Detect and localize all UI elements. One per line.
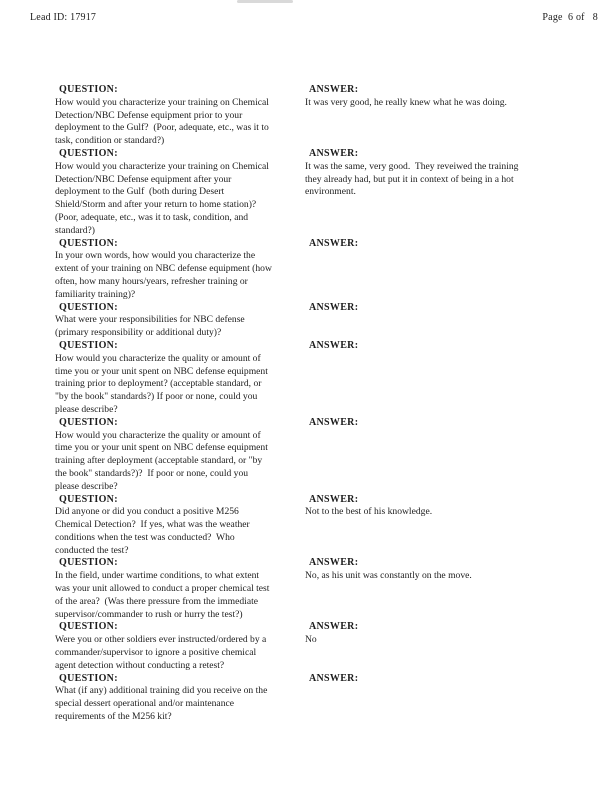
answer-label: ANSWER: [309, 84, 359, 95]
question-line: training prior to deployment? (acceptable standard, or [55, 378, 262, 390]
question-cell [55, 557, 305, 621]
question-cell [55, 148, 305, 238]
question-label: QUESTION: [59, 237, 118, 249]
answer-label: ANSWER: [309, 557, 359, 569]
qa-block [0, 673, 611, 724]
question-label: QUESTION: [59, 493, 118, 505]
question-label: QUESTION: [59, 84, 118, 95]
question-line: Detection/NBC Defense equipment prior to your [55, 109, 243, 121]
question-line: time you or your unit spent on NBC defense equipment [55, 442, 268, 454]
question-cell [55, 238, 305, 302]
qa-block [0, 621, 611, 672]
lead-id: Lead ID: 17917 [30, 12, 97, 23]
answer-cell [305, 340, 600, 353]
question-line: familiarity training)? [55, 288, 136, 300]
question-line: extent of your training on NBC defense equipment (how [55, 263, 272, 275]
question-line: special dessert operational and/or maintenance [55, 698, 235, 710]
question-line: training after deployment (acceptable standard, or "by [55, 455, 263, 467]
question-line: Chemical Detection? If yes, what was the weather [55, 519, 250, 531]
question-line: deployment to the Gulf (both during Desert [55, 186, 225, 198]
question-line: Were you or other soldiers ever instructed/ordered by a [55, 634, 267, 646]
question-cell [55, 417, 305, 494]
question-line: In the field, under wartime conditions, to what extent [55, 570, 260, 582]
question-line: requirements of the M256 kit? [55, 711, 172, 723]
question-line: (primary responsibility or additional duty)? [55, 327, 222, 339]
answer-line: they already had, but put it in context of being in a hot [305, 173, 514, 185]
question-label: QUESTION: [59, 672, 118, 684]
question-label: QUESTION: [59, 557, 118, 569]
answer-line: It was the same, very good. They reveiwed the training [305, 160, 519, 172]
question-line: task, condition or standard?) [55, 135, 165, 147]
answer-label: ANSWER: [309, 493, 359, 505]
question-cell [55, 302, 305, 340]
question-line: standard?) [55, 224, 95, 236]
question-line: How would you characterize your training on Chemical [55, 160, 269, 172]
answer-line: No, as his unit was constantly on the move. [305, 570, 472, 582]
qa-block [0, 84, 611, 148]
answer-label: ANSWER: [309, 147, 359, 159]
question-line: please describe? [55, 403, 118, 415]
question-line: How would you characterize your training on Chemical [55, 96, 269, 108]
question-line: Shield/Storm and after your return to home station)? [55, 199, 257, 211]
page-number: Page 6 of 8 [542, 12, 598, 23]
qa-block [0, 302, 611, 340]
qa-block [0, 148, 611, 238]
answer-label: ANSWER: [309, 301, 359, 313]
question-line: In your own words, how would you characterize the [55, 250, 256, 262]
answer-label: ANSWER: [309, 339, 359, 351]
question-line: deployment to the Gulf? (Poor, adequate, etc., was it to [55, 122, 269, 134]
question-label: QUESTION: [59, 416, 118, 428]
qa-block [0, 557, 611, 621]
question-cell [55, 340, 305, 417]
question-line: often, how many hours/years, refresher training or [55, 275, 248, 287]
question-line: was your unit allowed to conduct a proper chemical test [55, 583, 270, 595]
question-line: "by the book" standards?) If poor or none, could you [55, 391, 258, 403]
question-line: agent detection without conducting a retest? [55, 659, 225, 671]
question-line: How would you characterize the quality or amount of [55, 352, 261, 364]
answer-label: ANSWER: [309, 237, 359, 249]
question-label: QUESTION: [59, 621, 118, 633]
answer-label: ANSWER: [309, 672, 359, 684]
scan-artifact [237, 0, 293, 3]
answer-line: No [305, 634, 317, 646]
qa-block [0, 238, 611, 302]
qa-list [0, 84, 611, 724]
answer-cell [305, 673, 600, 686]
answer-line: Not to the best of his knowledge. [305, 506, 433, 518]
question-line: What (if any) additional training did you receive on the [55, 685, 268, 697]
question-line: the book" standards?)? If poor or none, could you [55, 467, 249, 479]
qa-block [0, 340, 611, 417]
answer-line: It was very good, he really knew what he was doing. [305, 96, 507, 108]
question-line: conditions when the test was conducted? Who [55, 531, 235, 543]
answer-line: environment. [305, 186, 356, 198]
question-cell [55, 673, 305, 724]
question-line: time you or your unit spent on NBC defense equipment [55, 365, 268, 377]
question-label: QUESTION: [59, 339, 118, 351]
question-line: Detection/NBC Defense equipment after your [55, 173, 232, 185]
qa-block [0, 494, 611, 558]
question-cell [55, 494, 305, 558]
answer-label: ANSWER: [309, 621, 359, 633]
question-cell [55, 84, 305, 148]
question-line: (Poor, adequate, etc., was it to task, condition, and [55, 211, 249, 223]
question-line: of the area? (Was there pressure from the immediate [55, 595, 259, 607]
question-line: What were your responsibilities for NBC defense [55, 314, 245, 326]
answer-cell [305, 621, 600, 647]
answer-cell [305, 238, 600, 251]
answer-cell [305, 302, 600, 315]
answer-label: ANSWER: [309, 416, 359, 428]
question-label: QUESTION: [59, 147, 118, 159]
question-label: QUESTION: [59, 301, 118, 313]
answer-cell [305, 557, 600, 583]
question-line: conducted the test? [55, 544, 129, 556]
qa-block [0, 417, 611, 494]
answer-cell [305, 494, 600, 520]
question-line: Did anyone or did you conduct a positive M256 [55, 506, 239, 518]
answer-cell [305, 417, 600, 430]
question-line: please describe? [55, 480, 118, 492]
question-line: supervisor/commander to rush or hurry the test?) [55, 608, 243, 620]
answer-cell [305, 148, 600, 199]
question-line: How would you characterize the quality or amount of [55, 429, 261, 441]
question-cell [55, 621, 305, 672]
answer-cell [305, 84, 600, 110]
question-line: commander/supervisor to ignore a positive chemical [55, 647, 257, 659]
